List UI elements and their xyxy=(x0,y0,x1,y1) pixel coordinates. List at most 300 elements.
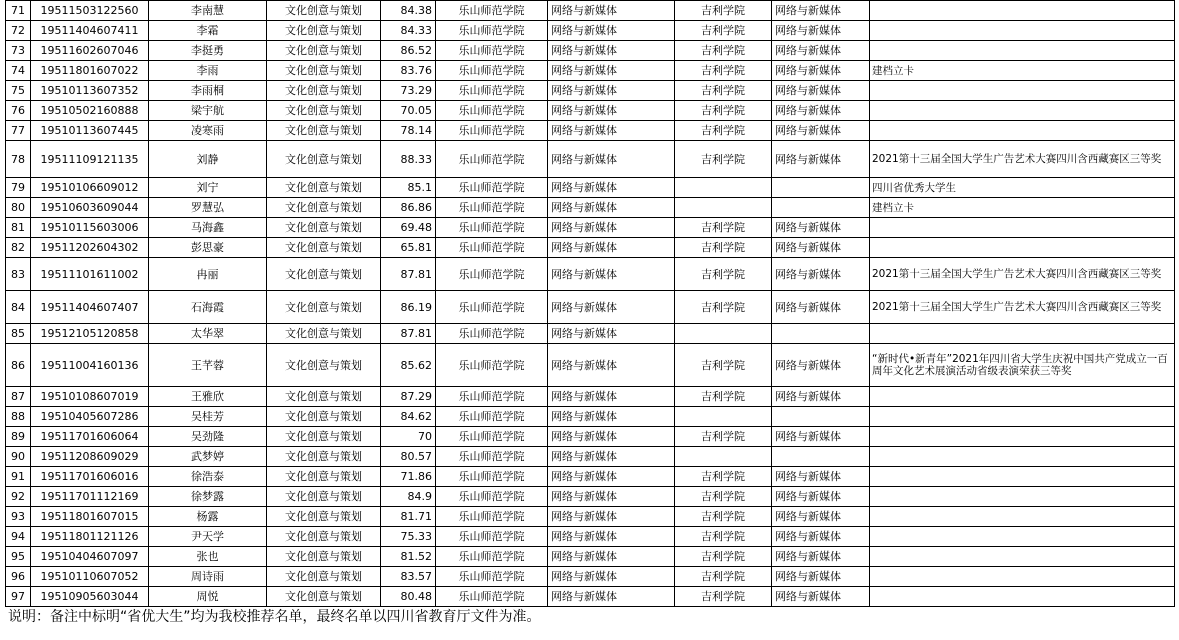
major-cell[interactable]: 文化创意与策划 xyxy=(267,1,381,21)
major-cell[interactable]: 文化创意与策划 xyxy=(267,344,381,387)
remark-cell[interactable] xyxy=(870,387,1175,407)
department-cell[interactable]: 网络与新媒体 xyxy=(548,1,675,21)
school-cell[interactable]: 乐山师范学院 xyxy=(436,178,548,198)
score-cell[interactable]: 80.57 xyxy=(381,447,436,467)
partner-department-cell[interactable] xyxy=(772,198,870,218)
table-row xyxy=(6,291,1175,324)
remark-cell[interactable] xyxy=(870,427,1175,447)
student-name-cell[interactable]: 杨露 xyxy=(149,507,267,527)
table-row xyxy=(6,61,1175,81)
table-row xyxy=(6,407,1175,427)
student-name-cell[interactable]: 凌寒雨 xyxy=(149,121,267,141)
school-cell[interactable]: 乐山师范学院 xyxy=(436,1,548,21)
partner-department-cell[interactable]: 网络与新媒体 xyxy=(772,121,870,141)
table-body xyxy=(6,1,1175,607)
partner-department-cell[interactable] xyxy=(772,178,870,198)
partner-department-cell[interactable]: 网络与新媒体 xyxy=(772,547,870,567)
row-number-cell[interactable]: 89 xyxy=(6,427,31,447)
remark-cell[interactable]: 四川省优秀大学生 xyxy=(870,178,1175,198)
remark-cell[interactable] xyxy=(870,121,1175,141)
remark-cell[interactable] xyxy=(870,1,1175,21)
remark-cell[interactable] xyxy=(870,447,1175,467)
department-cell[interactable]: 网络与新媒体 xyxy=(548,344,675,387)
student-name-cell[interactable]: 李挺勇 xyxy=(149,41,267,61)
department-cell[interactable]: 网络与新媒体 xyxy=(548,507,675,527)
student-id-cell[interactable]: 19510108607019 xyxy=(31,387,149,407)
school-cell[interactable]: 乐山师范学院 xyxy=(436,507,548,527)
department-cell[interactable]: 网络与新媒体 xyxy=(548,407,675,427)
score-cell[interactable]: 69.48 xyxy=(381,218,436,238)
remark-cell[interactable] xyxy=(870,101,1175,121)
partner-school-cell[interactable]: 吉利学院 xyxy=(675,467,772,487)
row-number-cell[interactable]: 71 xyxy=(6,1,31,21)
student-id-cell[interactable]: 19511404607411 xyxy=(31,21,149,41)
student-table xyxy=(5,0,1175,607)
major-cell[interactable]: 文化创意与策划 xyxy=(267,121,381,141)
partner-school-cell[interactable] xyxy=(675,324,772,344)
score-cell[interactable]: 85.1 xyxy=(381,178,436,198)
row-number-cell[interactable]: 97 xyxy=(6,587,31,607)
department-cell[interactable]: 网络与新媒体 xyxy=(548,81,675,101)
row-number-cell[interactable]: 95 xyxy=(6,547,31,567)
score-cell[interactable]: 81.52 xyxy=(381,547,436,567)
table-row xyxy=(6,387,1175,407)
department-cell[interactable]: 网络与新媒体 xyxy=(548,141,675,178)
major-cell[interactable]: 文化创意与策划 xyxy=(267,41,381,61)
score-cell[interactable]: 81.71 xyxy=(381,507,436,527)
remark-cell[interactable] xyxy=(870,21,1175,41)
department-cell[interactable]: 网络与新媒体 xyxy=(548,61,675,81)
partner-department-cell[interactable]: 网络与新媒体 xyxy=(772,238,870,258)
major-cell[interactable]: 文化创意与策划 xyxy=(267,324,381,344)
major-cell[interactable]: 文化创意与策划 xyxy=(267,61,381,81)
student-name-cell[interactable]: 罗慧弘 xyxy=(149,198,267,218)
student-id-cell[interactable]: 19512105120858 xyxy=(31,324,149,344)
student-id-cell[interactable]: 19511109121135 xyxy=(31,141,149,178)
row-number-cell[interactable]: 75 xyxy=(6,81,31,101)
school-cell[interactable]: 乐山师范学院 xyxy=(436,81,548,101)
student-id-cell[interactable]: 19510115603006 xyxy=(31,218,149,238)
school-cell[interactable]: 乐山师范学院 xyxy=(436,61,548,81)
student-name-cell[interactable]: 石海霞 xyxy=(149,291,267,324)
partner-school-cell[interactable]: 吉利学院 xyxy=(675,527,772,547)
department-cell[interactable]: 网络与新媒体 xyxy=(548,527,675,547)
partner-department-cell[interactable] xyxy=(772,447,870,467)
major-cell[interactable]: 文化创意与策划 xyxy=(267,567,381,587)
student-name-cell[interactable]: 马海鑫 xyxy=(149,218,267,238)
table-row xyxy=(6,427,1175,447)
partner-school-cell[interactable]: 吉利学院 xyxy=(675,121,772,141)
partner-department-cell[interactable]: 网络与新媒体 xyxy=(772,81,870,101)
table-row xyxy=(6,178,1175,198)
student-name-cell[interactable]: 张也 xyxy=(149,547,267,567)
score-cell[interactable]: 84.33 xyxy=(381,21,436,41)
major-cell[interactable]: 文化创意与策划 xyxy=(267,487,381,507)
student-name-cell[interactable]: 徐梦露 xyxy=(149,487,267,507)
table-row xyxy=(6,507,1175,527)
partner-department-cell[interactable] xyxy=(772,407,870,427)
major-cell[interactable]: 文化创意与策划 xyxy=(267,447,381,467)
student-id-cell[interactable]: 19510113607352 xyxy=(31,81,149,101)
student-name-cell[interactable]: 李雨桐 xyxy=(149,81,267,101)
major-cell[interactable]: 文化创意与策划 xyxy=(267,218,381,238)
student-id-cell[interactable]: 19511004160136 xyxy=(31,344,149,387)
major-cell[interactable]: 文化创意与策划 xyxy=(267,81,381,101)
student-id-cell[interactable]: 19511202604302 xyxy=(31,238,149,258)
partner-school-cell[interactable]: 吉利学院 xyxy=(675,427,772,447)
score-cell[interactable]: 73.29 xyxy=(381,81,436,101)
school-cell[interactable]: 乐山师范学院 xyxy=(436,387,548,407)
partner-school-cell[interactable]: 吉利学院 xyxy=(675,344,772,387)
row-number-cell[interactable]: 85 xyxy=(6,324,31,344)
partner-school-cell[interactable] xyxy=(675,407,772,427)
student-id-cell[interactable]: 19511701112169 xyxy=(31,487,149,507)
table-row xyxy=(6,21,1175,41)
remark-cell[interactable] xyxy=(870,81,1175,101)
department-cell[interactable]: 网络与新媒体 xyxy=(548,487,675,507)
school-cell[interactable]: 乐山师范学院 xyxy=(436,407,548,427)
school-cell[interactable]: 乐山师范学院 xyxy=(436,238,548,258)
student-id-cell[interactable]: 19510106609012 xyxy=(31,178,149,198)
table-row xyxy=(6,547,1175,567)
school-cell[interactable]: 乐山师范学院 xyxy=(436,41,548,61)
student-name-cell[interactable]: 太华翠 xyxy=(149,324,267,344)
table-row xyxy=(6,324,1175,344)
major-cell[interactable]: 文化创意与策划 xyxy=(267,21,381,41)
student-name-cell[interactable]: 武梦婷 xyxy=(149,447,267,467)
remark-cell[interactable] xyxy=(870,41,1175,61)
department-cell[interactable]: 网络与新媒体 xyxy=(548,387,675,407)
partner-school-cell[interactable] xyxy=(675,178,772,198)
school-cell[interactable]: 乐山师范学院 xyxy=(436,291,548,324)
row-number-cell[interactable]: 88 xyxy=(6,407,31,427)
student-id-cell[interactable]: 19511404607407 xyxy=(31,291,149,324)
student-id-cell[interactable]: 19511801121126 xyxy=(31,527,149,547)
student-name-cell[interactable]: 王雅欣 xyxy=(149,387,267,407)
row-number-cell[interactable]: 76 xyxy=(6,101,31,121)
partner-department-cell[interactable]: 网络与新媒体 xyxy=(772,21,870,41)
department-cell[interactable]: 网络与新媒体 xyxy=(548,198,675,218)
major-cell[interactable]: 文化创意与策划 xyxy=(267,507,381,527)
department-cell[interactable]: 网络与新媒体 xyxy=(548,567,675,587)
score-cell[interactable]: 75.33 xyxy=(381,527,436,547)
table-row xyxy=(6,587,1175,607)
table-row xyxy=(6,41,1175,61)
major-cell[interactable]: 文化创意与策划 xyxy=(267,547,381,567)
partner-school-cell[interactable]: 吉利学院 xyxy=(675,81,772,101)
student-name-cell[interactable]: 周诗雨 xyxy=(149,567,267,587)
student-id-cell[interactable]: 19511801607015 xyxy=(31,507,149,527)
partner-department-cell[interactable]: 网络与新媒体 xyxy=(772,61,870,81)
row-number-cell[interactable]: 79 xyxy=(6,178,31,198)
major-cell[interactable]: 文化创意与策划 xyxy=(267,467,381,487)
remark-cell[interactable]: 建档立卡 xyxy=(870,198,1175,218)
major-cell[interactable]: 文化创意与策划 xyxy=(267,258,381,291)
student-name-cell[interactable]: 吴劲隆 xyxy=(149,427,267,447)
score-cell[interactable]: 84.9 xyxy=(381,487,436,507)
student-id-cell[interactable]: 19510113607445 xyxy=(31,121,149,141)
department-cell[interactable]: 网络与新媒体 xyxy=(548,21,675,41)
remark-cell[interactable] xyxy=(870,407,1175,427)
department-cell[interactable]: 网络与新媒体 xyxy=(548,258,675,291)
student-id-cell[interactable]: 19511101611002 xyxy=(31,258,149,291)
department-cell[interactable]: 网络与新媒体 xyxy=(548,447,675,467)
table-row xyxy=(6,238,1175,258)
footnote: 说明：备注中标明“省优大生”均为我校推荐名单，最终名单以四川省教育厅文件为准。 xyxy=(8,609,541,625)
remark-cell[interactable] xyxy=(870,324,1175,344)
row-number-cell[interactable]: 77 xyxy=(6,121,31,141)
remark-cell[interactable]: 2021第十三届全国大学生广告艺术大赛四川含西藏赛区三等奖 xyxy=(870,291,1175,324)
table-row xyxy=(6,567,1175,587)
row-number-cell[interactable]: 72 xyxy=(6,21,31,41)
student-name-cell[interactable]: 王芊蓉 xyxy=(149,344,267,387)
partner-school-cell[interactable] xyxy=(675,447,772,467)
score-cell[interactable]: 78.14 xyxy=(381,121,436,141)
row-number-cell[interactable]: 84 xyxy=(6,291,31,324)
partner-school-cell[interactable]: 吉利学院 xyxy=(675,61,772,81)
table-row xyxy=(6,467,1175,487)
major-cell[interactable]: 文化创意与策划 xyxy=(267,387,381,407)
table-row xyxy=(6,1,1175,21)
school-cell[interactable]: 乐山师范学院 xyxy=(436,121,548,141)
remark-cell[interactable] xyxy=(870,527,1175,547)
student-name-cell[interactable]: 李南慧 xyxy=(149,1,267,21)
score-cell[interactable]: 83.76 xyxy=(381,61,436,81)
partner-school-cell[interactable]: 吉利学院 xyxy=(675,291,772,324)
school-cell[interactable]: 乐山师范学院 xyxy=(436,141,548,178)
remark-cell[interactable] xyxy=(870,218,1175,238)
score-cell[interactable]: 84.62 xyxy=(381,407,436,427)
score-cell[interactable]: 84.38 xyxy=(381,1,436,21)
partner-school-cell[interactable]: 吉利学院 xyxy=(675,238,772,258)
department-cell[interactable]: 网络与新媒体 xyxy=(548,547,675,567)
table-row xyxy=(6,447,1175,467)
major-cell[interactable]: 文化创意与策划 xyxy=(267,101,381,121)
school-cell[interactable]: 乐山师范学院 xyxy=(436,198,548,218)
student-id-cell[interactable]: 19510404607097 xyxy=(31,547,149,567)
remark-cell[interactable] xyxy=(870,487,1175,507)
row-number-cell[interactable]: 73 xyxy=(6,41,31,61)
table-row xyxy=(6,81,1175,101)
student-id-cell[interactable]: 19511701606064 xyxy=(31,427,149,447)
department-cell[interactable]: 网络与新媒体 xyxy=(548,324,675,344)
major-cell[interactable]: 文化创意与策划 xyxy=(267,527,381,547)
partner-school-cell[interactable]: 吉利学院 xyxy=(675,1,772,21)
partner-school-cell[interactable]: 吉利学院 xyxy=(675,387,772,407)
student-name-cell[interactable]: 刘宁 xyxy=(149,178,267,198)
student-name-cell[interactable]: 刘静 xyxy=(149,141,267,178)
major-cell[interactable]: 文化创意与策划 xyxy=(267,427,381,447)
school-cell[interactable]: 乐山师范学院 xyxy=(436,21,548,41)
school-cell[interactable]: 乐山师范学院 xyxy=(436,101,548,121)
student-name-cell[interactable]: 梁宇航 xyxy=(149,101,267,121)
major-cell[interactable]: 文化创意与策划 xyxy=(267,178,381,198)
remark-cell[interactable]: “新时代•新青年”2021年四川省大学生庆祝中国共产党成立一百周年文化艺术展演活动省级表演荣获三等奖 xyxy=(870,344,1175,387)
partner-department-cell[interactable]: 网络与新媒体 xyxy=(772,41,870,61)
remark-cell[interactable] xyxy=(870,567,1175,587)
row-number-cell[interactable]: 83 xyxy=(6,258,31,291)
score-cell[interactable]: 87.81 xyxy=(381,258,436,291)
row-number-cell[interactable]: 90 xyxy=(6,447,31,467)
school-cell[interactable]: 乐山师范学院 xyxy=(436,567,548,587)
partner-department-cell[interactable] xyxy=(772,324,870,344)
score-cell[interactable]: 87.81 xyxy=(381,324,436,344)
score-cell[interactable]: 87.29 xyxy=(381,387,436,407)
partner-school-cell[interactable]: 吉利学院 xyxy=(675,141,772,178)
table-row xyxy=(6,198,1175,218)
row-number-cell[interactable]: 80 xyxy=(6,198,31,218)
partner-department-cell[interactable]: 网络与新媒体 xyxy=(772,587,870,607)
remark-cell[interactable] xyxy=(870,467,1175,487)
partner-department-cell[interactable]: 网络与新媒体 xyxy=(772,1,870,21)
partner-department-cell[interactable]: 网络与新媒体 xyxy=(772,101,870,121)
row-number-cell[interactable]: 78 xyxy=(6,141,31,178)
department-cell[interactable]: 网络与新媒体 xyxy=(548,178,675,198)
table-row xyxy=(6,344,1175,387)
student-id-cell[interactable]: 19510405607286 xyxy=(31,407,149,427)
partner-school-cell[interactable]: 吉利学院 xyxy=(675,218,772,238)
student-id-cell[interactable]: 19510110607052 xyxy=(31,567,149,587)
score-cell[interactable]: 85.62 xyxy=(381,344,436,387)
major-cell[interactable]: 文化创意与策划 xyxy=(267,141,381,178)
partner-department-cell[interactable]: 网络与新媒体 xyxy=(772,258,870,291)
partner-department-cell[interactable]: 网络与新媒体 xyxy=(772,427,870,447)
student-name-cell[interactable]: 尹天学 xyxy=(149,527,267,547)
row-number-cell[interactable]: 74 xyxy=(6,61,31,81)
major-cell[interactable]: 文化创意与策划 xyxy=(267,587,381,607)
student-id-cell[interactable]: 19510502160888 xyxy=(31,101,149,121)
student-name-cell[interactable]: 周悦 xyxy=(149,587,267,607)
student-name-cell[interactable]: 李霜 xyxy=(149,21,267,41)
student-id-cell[interactable]: 19511503122560 xyxy=(31,1,149,21)
partner-school-cell[interactable]: 吉利学院 xyxy=(675,21,772,41)
row-number-cell[interactable]: 94 xyxy=(6,527,31,547)
department-cell[interactable]: 网络与新媒体 xyxy=(548,587,675,607)
school-cell[interactable]: 乐山师范学院 xyxy=(436,218,548,238)
remark-cell[interactable]: 2021第十三届全国大学生广告艺术大赛四川含西藏赛区三等奖 xyxy=(870,141,1175,178)
student-name-cell[interactable]: 冉丽 xyxy=(149,258,267,291)
partner-school-cell[interactable]: 吉利学院 xyxy=(675,101,772,121)
partner-department-cell[interactable]: 网络与新媒体 xyxy=(772,507,870,527)
department-cell[interactable]: 网络与新媒体 xyxy=(548,121,675,141)
major-cell[interactable]: 文化创意与策划 xyxy=(267,407,381,427)
row-number-cell[interactable]: 93 xyxy=(6,507,31,527)
school-cell[interactable]: 乐山师范学院 xyxy=(436,467,548,487)
department-cell[interactable]: 网络与新媒体 xyxy=(548,467,675,487)
student-name-cell[interactable]: 彭思豪 xyxy=(149,238,267,258)
row-number-cell[interactable]: 91 xyxy=(6,467,31,487)
school-cell[interactable]: 乐山师范学院 xyxy=(436,258,548,291)
major-cell[interactable]: 文化创意与策划 xyxy=(267,198,381,218)
score-cell[interactable]: 70 xyxy=(381,427,436,447)
school-cell[interactable]: 乐山师范学院 xyxy=(436,344,548,387)
score-cell[interactable]: 86.52 xyxy=(381,41,436,61)
remark-cell[interactable]: 2021第十三届全国大学生广告艺术大赛四川含西藏赛区三等奖 xyxy=(870,258,1175,291)
score-cell[interactable]: 70.05 xyxy=(381,101,436,121)
row-number-cell[interactable]: 92 xyxy=(6,487,31,507)
partner-school-cell[interactable]: 吉利学院 xyxy=(675,258,772,291)
table-row xyxy=(6,218,1175,238)
school-cell[interactable]: 乐山师范学院 xyxy=(436,547,548,567)
score-cell[interactable]: 83.57 xyxy=(381,567,436,587)
department-cell[interactable]: 网络与新媒体 xyxy=(548,238,675,258)
remark-cell[interactable]: 建档立卡 xyxy=(870,61,1175,81)
student-id-cell[interactable]: 19510603609044 xyxy=(31,198,149,218)
table-row xyxy=(6,101,1175,121)
partner-department-cell[interactable]: 网络与新媒体 xyxy=(772,291,870,324)
student-name-cell[interactable]: 李雨 xyxy=(149,61,267,81)
row-number-cell[interactable]: 87 xyxy=(6,387,31,407)
score-cell[interactable]: 86.86 xyxy=(381,198,436,218)
table-row xyxy=(6,121,1175,141)
remark-cell[interactable] xyxy=(870,507,1175,527)
remark-cell[interactable] xyxy=(870,547,1175,567)
score-cell[interactable]: 71.86 xyxy=(381,467,436,487)
partner-department-cell[interactable]: 网络与新媒体 xyxy=(772,141,870,178)
score-cell[interactable]: 80.48 xyxy=(381,587,436,607)
partner-school-cell[interactable] xyxy=(675,198,772,218)
school-cell[interactable]: 乐山师范学院 xyxy=(436,324,548,344)
table-row xyxy=(6,527,1175,547)
department-cell[interactable]: 网络与新媒体 xyxy=(548,291,675,324)
score-cell[interactable]: 88.33 xyxy=(381,141,436,178)
remark-cell[interactable] xyxy=(870,238,1175,258)
department-cell[interactable]: 网络与新媒体 xyxy=(548,218,675,238)
row-number-cell[interactable]: 81 xyxy=(6,218,31,238)
student-id-cell[interactable]: 19511602607046 xyxy=(31,41,149,61)
student-id-cell[interactable]: 19511701606016 xyxy=(31,467,149,487)
row-number-cell[interactable]: 82 xyxy=(6,238,31,258)
student-id-cell[interactable]: 19511208609029 xyxy=(31,447,149,467)
partner-school-cell[interactable]: 吉利学院 xyxy=(675,487,772,507)
partner-department-cell[interactable]: 网络与新媒体 xyxy=(772,467,870,487)
partner-school-cell[interactable]: 吉利学院 xyxy=(675,41,772,61)
remark-cell[interactable] xyxy=(870,587,1175,607)
school-cell[interactable]: 乐山师范学院 xyxy=(436,527,548,547)
student-name-cell[interactable]: 徐浩泰 xyxy=(149,467,267,487)
partner-school-cell[interactable]: 吉利学院 xyxy=(675,567,772,587)
table-row xyxy=(6,487,1175,507)
score-cell[interactable]: 86.19 xyxy=(381,291,436,324)
partner-department-cell[interactable]: 网络与新媒体 xyxy=(772,218,870,238)
department-cell[interactable]: 网络与新媒体 xyxy=(548,101,675,121)
major-cell[interactable]: 文化创意与策划 xyxy=(267,238,381,258)
student-name-cell[interactable]: 吴桂芳 xyxy=(149,407,267,427)
student-id-cell[interactable]: 19511801607022 xyxy=(31,61,149,81)
school-cell[interactable]: 乐山师范学院 xyxy=(436,587,548,607)
partner-school-cell[interactable]: 吉利学院 xyxy=(675,507,772,527)
score-cell[interactable]: 65.81 xyxy=(381,238,436,258)
department-cell[interactable]: 网络与新媒体 xyxy=(548,427,675,447)
student-id-cell[interactable]: 19510905603044 xyxy=(31,587,149,607)
row-number-cell[interactable]: 96 xyxy=(6,567,31,587)
table-row xyxy=(6,141,1175,178)
row-number-cell[interactable]: 86 xyxy=(6,344,31,387)
partner-school-cell[interactable]: 吉利学院 xyxy=(675,587,772,607)
school-cell[interactable]: 乐山师范学院 xyxy=(436,447,548,467)
department-cell[interactable]: 网络与新媒体 xyxy=(548,41,675,61)
partner-department-cell[interactable]: 网络与新媒体 xyxy=(772,567,870,587)
partner-department-cell[interactable]: 网络与新媒体 xyxy=(772,527,870,547)
school-cell[interactable]: 乐山师范学院 xyxy=(436,427,548,447)
partner-school-cell[interactable]: 吉利学院 xyxy=(675,547,772,567)
partner-department-cell[interactable]: 网络与新媒体 xyxy=(772,344,870,387)
partner-department-cell[interactable]: 网络与新媒体 xyxy=(772,387,870,407)
partner-department-cell[interactable]: 网络与新媒体 xyxy=(772,487,870,507)
major-cell[interactable]: 文化创意与策划 xyxy=(267,291,381,324)
school-cell[interactable]: 乐山师范学院 xyxy=(436,487,548,507)
table-row xyxy=(6,258,1175,291)
